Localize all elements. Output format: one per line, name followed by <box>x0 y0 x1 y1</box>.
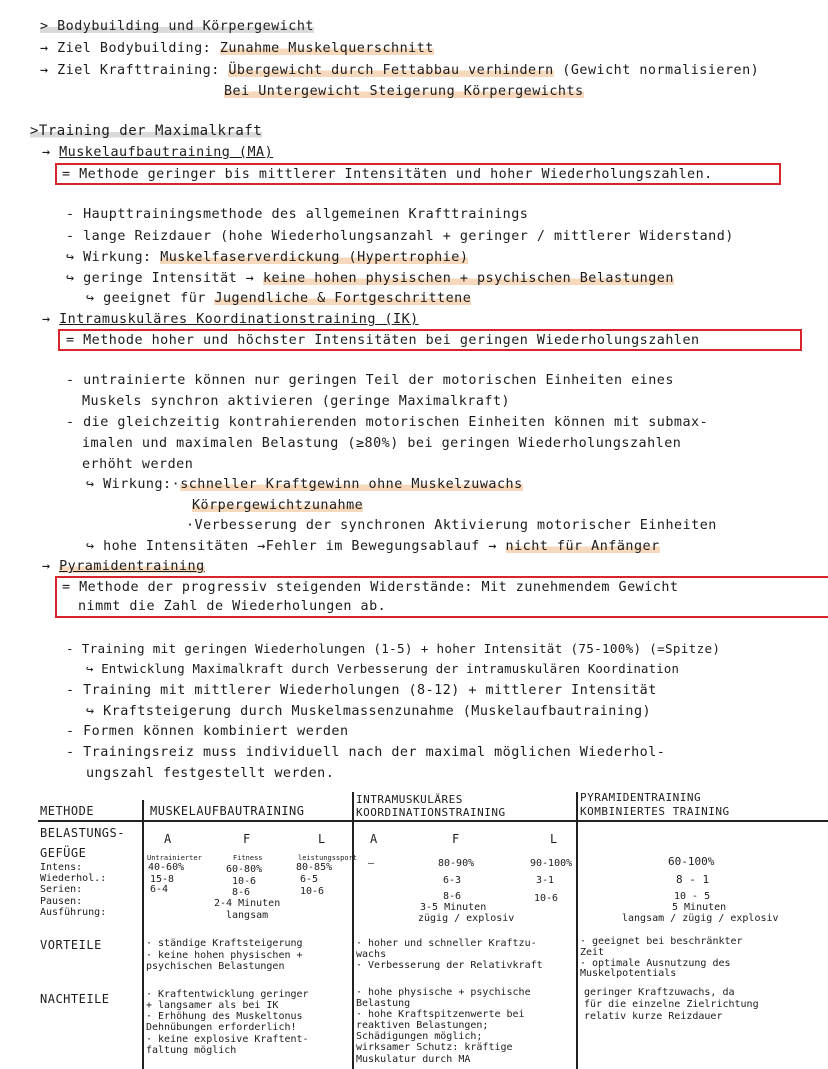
ik-level-f: F <box>452 832 460 846</box>
ma-l-int: 80-85% <box>296 862 333 873</box>
ik-definition: = Methode hoher und höchster Intensitäten bei geringen Wiederholungszahlen <box>66 333 700 348</box>
ik-ausfuehrung: zügig / explosiv <box>418 913 515 924</box>
row-nachteile: NACHTEILE <box>40 992 110 1006</box>
ma-nachteil-6: faltung möglich <box>146 1045 237 1056</box>
ik-level-a: A <box>370 832 378 846</box>
ik-nachteil-1: · hohe physische + psychische <box>356 987 531 998</box>
ik-f-ser: 8-6 <box>443 891 462 902</box>
py-nachteil-1: geringer Kraftzuwachs, da <box>584 987 735 998</box>
ma-nachteil-4: Dehnübungen erforderlich! <box>146 1022 297 1033</box>
ik-a-dash: — <box>368 858 375 869</box>
ma-l-ser: 10-6 <box>300 886 325 897</box>
ik-vorteil-3: · Verbesserung der Relativkraft <box>356 960 543 971</box>
ma-nachteil-1: · Kraftentwicklung geringer <box>146 989 309 1000</box>
py-pause: 5 Minuten <box>672 902 727 913</box>
py-ausfuehrung: langsam / zügig / explosiv <box>622 913 779 924</box>
ik-wirkung-1: ↪ Wirkung:·schneller Kraftgewinn ohne Muskelzuwachs <box>86 477 523 492</box>
py-bullet-5: - Formen können kombiniert werden <box>66 724 349 739</box>
ma-bullet-4: ↪ geringe Intensität → keine hohen physischen + psychischen Belastungen <box>66 271 674 286</box>
py-title: → Pyramidentraining <box>42 559 205 574</box>
ma-f-wdh: 10-6 <box>232 876 257 887</box>
ik-bullet-1a: - untrainierte können nur geringen Teil der motorischen Einheiten eines <box>66 373 674 388</box>
ma-vorteil-1: · ständige Kraftsteigerung <box>146 938 303 949</box>
ma-l-wdh: 6-5 <box>300 874 319 885</box>
ma-l-sub: leistungssport <box>298 854 358 862</box>
ik-nachteil-2: Belastung <box>356 998 411 1009</box>
ma-a-sub: Untrainierter <box>147 854 202 862</box>
col-ik-1: INTRAMUSKULÄRES <box>356 793 463 806</box>
row-label-pausen: Pausen: <box>40 896 83 907</box>
ik-bullet-2c: erhöht werden <box>82 457 194 472</box>
ik-pause: 3-5 Minuten <box>420 902 487 913</box>
table-vline-2 <box>352 792 354 1069</box>
ma-bullet-5: ↪ geeignet für Jugendliche & Fortgeschrittene <box>86 291 472 306</box>
ik-f-int: 80-90% <box>438 858 475 869</box>
ik-vorteil-2: wachs <box>356 949 387 960</box>
ik-bullet-2b: imalen und maximalen Belastung (≥80%) bei geringen Wiederholungszahlen <box>82 436 682 451</box>
ma-bullet-3: ↪ Wirkung: Muskelfaserverdickung (Hypertrophie) <box>66 250 469 265</box>
ma-a-int: 40-60% <box>148 862 185 873</box>
col-ik-2: KOORDINATIONSTRAINING <box>356 806 506 819</box>
ma-nachteil-2: + langsamer als bei IK <box>146 1000 279 1011</box>
ma-f-ser: 8-6 <box>232 887 251 898</box>
table-header-line <box>38 820 828 822</box>
py-nachteil-3: relativ kurze Reizdauer <box>584 1011 723 1022</box>
table-vline-1 <box>142 800 144 1069</box>
ma-nachteil-5: · keine explosive Kraftent- <box>146 1034 309 1045</box>
ma-definition: = Methode geringer bis mittlerer Intensitäten und hoher Wiederholungszahlen. <box>62 167 713 182</box>
py-wdh: 8 - 1 <box>676 873 710 886</box>
ik-wirkung-4: ↪ hohe Intensitäten →Fehler im Bewegungsablauf → nicht für Anfänger <box>86 539 660 554</box>
py-vorteil-3: · optimale Ausnutzung des <box>580 958 731 969</box>
section-heading-bodybuilding: > Bodybuilding und Körpergewicht <box>40 19 314 34</box>
row-label-intens: Intens: <box>40 862 83 873</box>
py-vorteil-2: Zeit <box>580 947 605 958</box>
ik-nachteil-7: Muskulatur durch MA <box>356 1054 471 1065</box>
ma-f-int: 60-80% <box>226 864 263 875</box>
ma-bullet-1: - Haupttrainingsmethode des allgemeinen Krafttrainings <box>66 207 529 222</box>
goal-untergewicht: Bei Untergewicht Steigerung Körpergewichts <box>224 84 584 99</box>
ma-a-ser: 6-4 <box>150 884 169 895</box>
row-belastung-2: GEFÜGE <box>40 846 87 860</box>
ma-bullet-2: - lange Reizdauer (hohe Wiederholungsanzahl + geringer / mittlerer Widerstand) <box>66 229 734 244</box>
py-ser: 10 - 5 <box>674 891 711 902</box>
ma-level-f: F <box>243 832 251 846</box>
py-vorteil-1: · geeignet bei beschränkter <box>580 936 743 947</box>
ik-bullet-2a: - die gleichzeitig kontrahierenden motorischen Einheiten können mit submax- <box>66 415 709 430</box>
ik-nachteil-3: · hohe Kraftspitzenwerte bei <box>356 1009 525 1020</box>
py-bullet-4: ↪ Kraftsteigerung durch Muskelmassenzunahme (Muskelaufbautraining) <box>86 704 652 719</box>
ik-wirkung-2: Körpergewichtzunahme <box>192 498 364 513</box>
section-heading-maximalkraft: >Training der Maximalkraft <box>30 123 263 139</box>
col-py-1: PYRAMIDENTRAINING <box>580 791 702 804</box>
table-vline-3 <box>576 792 578 1069</box>
ik-wirkung-3: ·Verbesserung der synchronen Aktivierung motorischer Einheiten <box>186 518 717 533</box>
ik-l-ser: 10-6 <box>534 893 559 904</box>
py-int: 60-100% <box>668 855 715 868</box>
col-ma: MUSKELAUFBAUTRAINING <box>150 804 305 818</box>
ik-l-wdh: 3-1 <box>536 875 555 886</box>
ik-nachteil-4: reaktiven Belastungen; <box>356 1020 489 1031</box>
py-bullet-1: - Training mit geringen Wiederholungen (1-5) + hoher Intensität (75-100%) (=Spitze) <box>66 641 721 656</box>
ma-level-a: A <box>164 832 172 846</box>
row-label-serien: Serien: <box>40 884 83 895</box>
ik-level-l: L <box>550 832 558 846</box>
ma-f-sub: Fitness <box>233 854 263 862</box>
row-vorteile: VORTEILE <box>40 938 102 952</box>
py-definition-2: nimmt die Zahl de Wiederholungen ab. <box>78 599 387 614</box>
row-belastung-1: BELASTUNGS- <box>40 826 125 840</box>
goal-krafttraining: → Ziel Krafttraining: Übergewicht durch Fettabbau verhindern (Gewicht normalisieren) <box>40 63 760 78</box>
ik-nachteil-6: wirksamer Schutz: kräftige <box>356 1042 513 1053</box>
col-methode: METHODE <box>40 804 95 818</box>
py-vorteil-4: Muskelpotentials <box>580 968 677 979</box>
ik-l-int: 90-100% <box>530 858 573 869</box>
py-bullet-6b: ungszahl festgestellt werden. <box>86 766 335 781</box>
col-py-2: KOMBINIERTES TRAINING <box>580 805 730 818</box>
ma-ausfuehrung: langsam <box>226 910 269 921</box>
ik-vorteil-1: · hoher und schneller Kraftzu- <box>356 938 537 949</box>
ik-bullet-1b: Muskels synchron aktivieren (geringe Maximalkraft) <box>82 394 511 409</box>
ma-title: → Muskelaufbautraining (MA) <box>42 145 274 160</box>
py-bullet-6a: - Trainingsreiz muss individuell nach der maximal möglichen Wiederhol- <box>66 745 666 760</box>
goal-bodybuilding: → Ziel Bodybuilding: Zunahme Muskelquerschnitt <box>40 41 434 56</box>
ik-title: → Intramuskuläres Koordinationstraining (IK) <box>42 312 419 327</box>
py-bullet-3: - Training mit mittlerer Wiederholungen (8-12) + mittlerer Intensität <box>66 683 657 698</box>
ma-vorteil-3: psychischen Belastungen <box>146 961 285 972</box>
ma-pause: 2-4 Minuten <box>214 898 281 909</box>
row-label-ausfuehrung: Ausführung: <box>40 907 107 918</box>
ma-nachteil-3: · Erhöhung des Muskeltonus <box>146 1011 303 1022</box>
py-bullet-2: ↪ Entwicklung Maximalkraft durch Verbesserung der intramuskulären Koordination <box>86 662 680 676</box>
ma-a-wdh: 15-8 <box>150 874 175 885</box>
py-definition-1: = Methode der progressiv steigenden Widerstände: Mit zunehmendem Gewicht <box>62 580 679 595</box>
ik-nachteil-5: Schädigungen möglich; <box>356 1031 483 1042</box>
py-nachteil-2: für die einzelne Zielrichtung <box>584 999 759 1010</box>
ik-f-wdh: 6-3 <box>443 875 462 886</box>
row-label-wiederhol: Wiederhol.: <box>40 873 107 884</box>
ma-level-l: L <box>318 832 326 846</box>
ma-vorteil-2: · keine hohen physischen + <box>146 950 303 961</box>
